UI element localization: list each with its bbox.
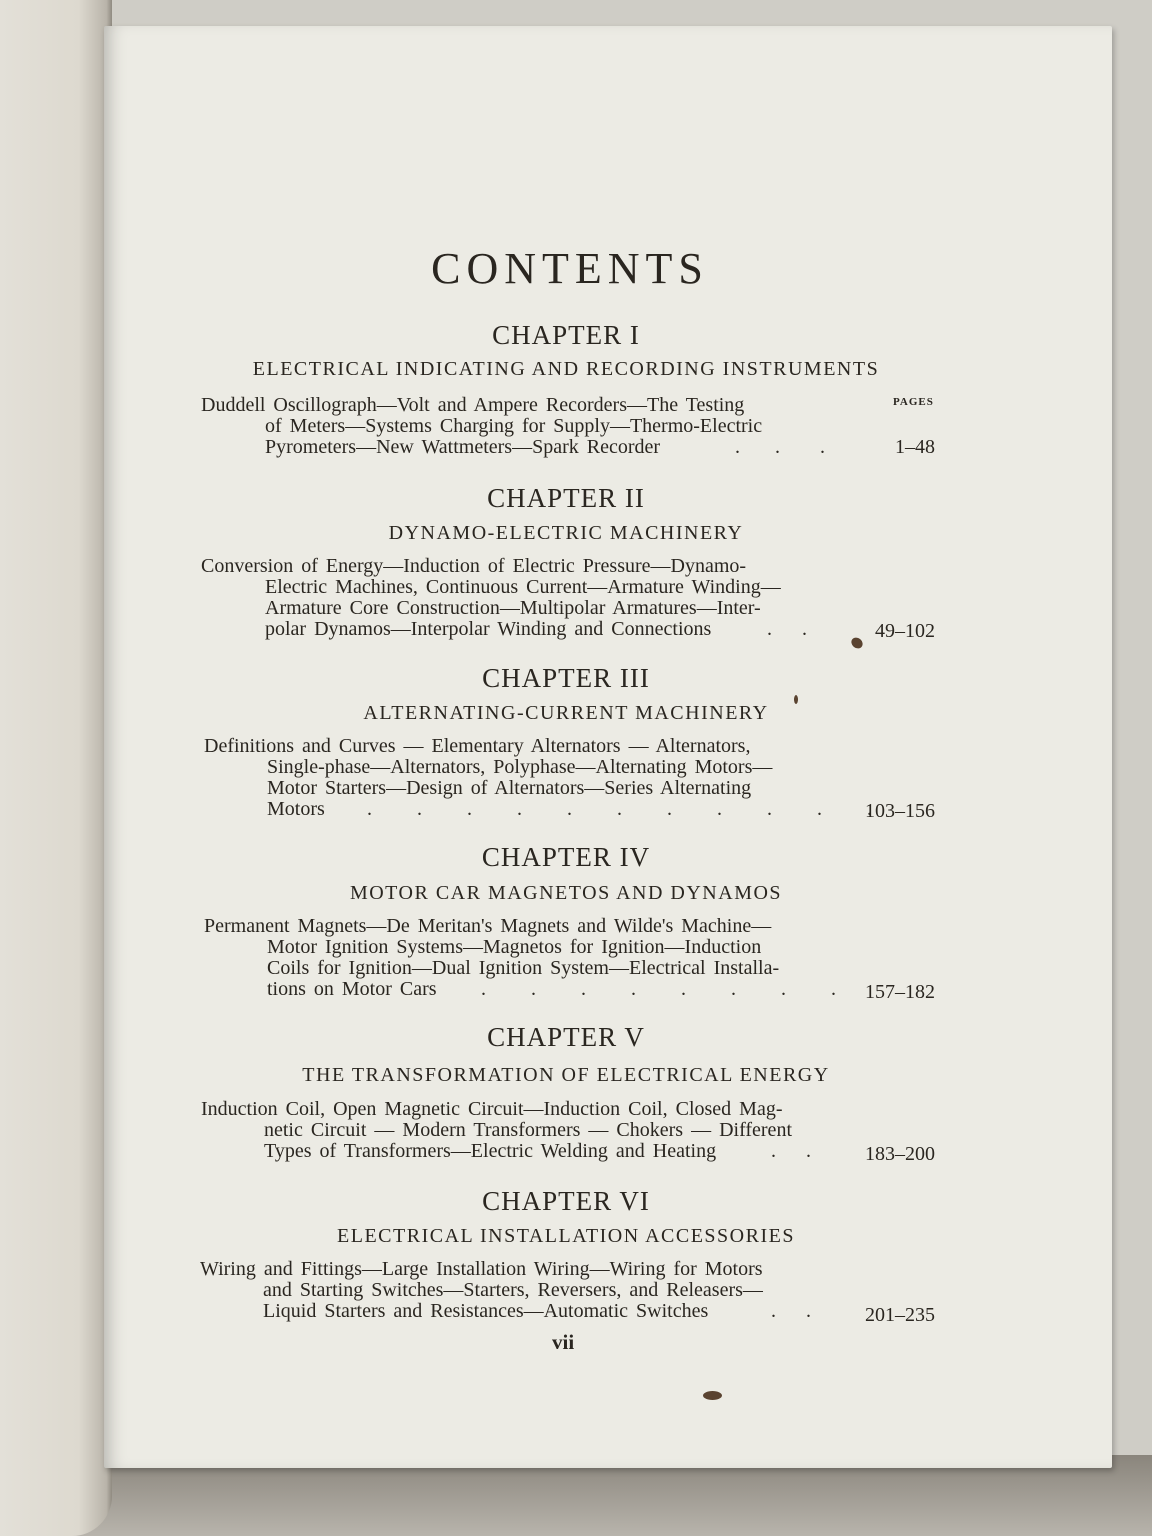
dot-leader: . . . <box>735 436 825 458</box>
page-range: 49–102 <box>875 620 935 642</box>
ink-stain <box>794 695 798 704</box>
page-range: 103–156 <box>865 800 935 822</box>
dot-leader: . . . . . . . . . . . <box>367 798 872 820</box>
page-range: 1–48 <box>895 436 935 458</box>
chapter-heading: CHAPTER I <box>492 320 640 350</box>
dot-leader: . . <box>767 618 807 640</box>
chapter-text-line: Electric Machines, Continuous Current—Armature Winding— <box>265 576 781 598</box>
chapter-text-line: Types of Transformers—Electric Welding and Heating <box>264 1140 717 1162</box>
chapter-text-line: Motor Starters—Design of Alternators—Series Alternating <box>267 777 752 799</box>
chapter-text-line: Wiring and Fittings—Large Installation Wiring—Wiring for Motors <box>200 1258 763 1280</box>
page-range: 183–200 <box>865 1143 935 1165</box>
chapter-heading: CHAPTER VI <box>482 1186 650 1216</box>
chapter-text-line: Permanent Magnets—De Meritan's Magnets and Wilde's Machine— <box>204 915 772 937</box>
chapter-subtitle: MOTOR CAR MAGNETOS AND DYNAMOS <box>349 882 783 904</box>
chapter-text-line: Motors <box>267 798 325 820</box>
page-range: 157–182 <box>865 981 935 1003</box>
chapter-text-line: Induction Coil, Open Magnetic Circuit—Induction Coil, Closed Mag- <box>201 1098 783 1120</box>
page-range: 201–235 <box>865 1304 935 1326</box>
page-title: CONTENTS <box>431 244 709 293</box>
chapter-subtitle: ELECTRICAL INDICATING AND RECORDING INSTRUMENTS <box>252 358 880 380</box>
chapter-heading: CHAPTER IV <box>481 842 651 872</box>
chapter-text-line: Armature Core Construction—Multipolar Armatures—Inter- <box>265 597 761 619</box>
dot-leader: . . <box>771 1140 811 1162</box>
chapter-text-line: Liquid Starters and Resistances—Automatic Switches <box>263 1300 709 1322</box>
chapter-heading: CHAPTER II <box>487 483 645 513</box>
chapter-heading: CHAPTER V <box>487 1022 645 1052</box>
chapter-text-line: Pyrometers—New Wattmeters—Spark Recorder <box>265 436 661 458</box>
dot-leader: . . . . . . . . <box>481 978 836 1000</box>
chapter-text-line: Duddell Oscillograph—Volt and Ampere Recorders—The Testing <box>201 394 745 416</box>
chapter-heading: CHAPTER III <box>482 663 650 693</box>
chapter-text-line: Coils for Ignition—Dual Ignition System—Electrical Installa- <box>267 957 780 979</box>
chapter-text-line: Definitions and Curves — Elementary Alternators — Alternators, <box>204 735 751 757</box>
chapter-subtitle: ALTERNATING-CURRENT MACHINERY <box>363 702 769 724</box>
facing-page <box>0 0 112 1536</box>
chapter-text-line: and Starting Switches—Starters, Reversers, and Releasers— <box>263 1279 763 1301</box>
chapter-text-line: Motor Ignition Systems—Magnetos for Ignition—Induction <box>267 936 762 958</box>
pages-column-label: PAGES <box>893 396 934 408</box>
chapter-text-line: of Meters—Systems Charging for Supply—Thermo-Electric <box>265 415 763 437</box>
chapter-subtitle: THE TRANSFORMATION OF ELECTRICAL ENERGY <box>302 1064 830 1086</box>
page-number: vii <box>552 1330 575 1354</box>
dot-leader: . . <box>771 1300 811 1322</box>
chapter-text-line: netic Circuit — Modern Transformers — Chokers — Different <box>264 1119 792 1141</box>
chapter-subtitle: ELECTRICAL INSTALLATION ACCESSORIES <box>337 1225 795 1247</box>
ink-stain <box>703 1391 722 1400</box>
chapter-text-line: polar Dynamos—Interpolar Winding and Connections <box>265 618 712 640</box>
chapter-text-line: Conversion of Energy—Induction of Electric Pressure—Dynamo- <box>201 555 747 577</box>
chapter-text-line: tions on Motor Cars <box>267 978 437 1000</box>
chapter-subtitle: DYNAMO-ELECTRIC MACHINERY <box>388 522 744 544</box>
chapter-text-line: Single-phase—Alternators, Polyphase—Alternating Motors— <box>267 756 773 778</box>
